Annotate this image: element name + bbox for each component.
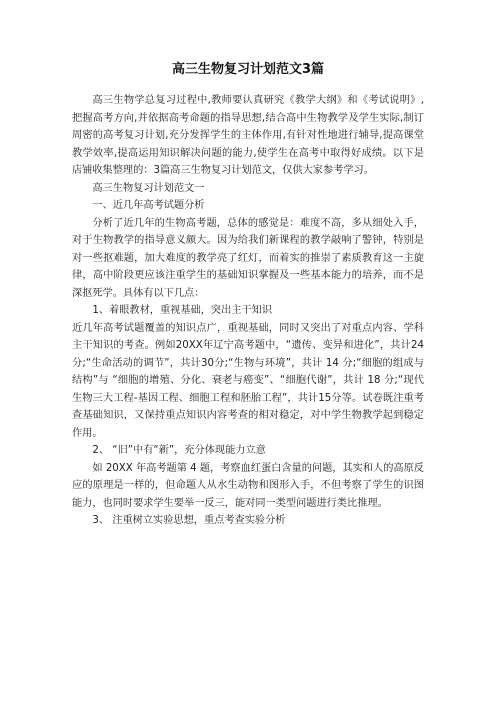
- paragraph-section-heading: 高三生物复习计划范文一: [92, 182, 205, 194]
- paragraph-heading-1: 一、近几年高考试题分析: [92, 200, 205, 211]
- paragraph-point-1: 1、着眼教材，重视基础，突出主干知识: [92, 305, 273, 316]
- paragraph-point-2-body: 如 20XX 年高考题第 4 题，考察血红蛋白含量的问题，其实和人的高原反应的原理是一样的，但命题人从水生动物和图形入手，不但考察了学生的识图能力，也同时要求学生要举一反三，能对同一类型问题进行类比推理。: [72, 462, 424, 509]
- document-body: [72, 92, 424, 530]
- document-page: [72, 60, 424, 530]
- paragraph-point-3: 3、 注重树立实验思想，重点考查实验分析: [92, 515, 286, 526]
- document-title: 高三生物复习计划范文3篇: [171, 62, 325, 77]
- paragraph-intro: 高三生物学总复习过程中,教师要认真研究《教学大纲》和《考试说明》,把握高考方向,并依据高考命题的指导思想,结合高中生物教学及学生实际,制订周密的高考复习计划,充分发挥学生的主体作用,有针对性地进行辅导,提高课堂教学效率,提高运用知识解决问题的能力,使学生在高考中取得好成绩。以下是店铺收集整理的：3篇高三生物复习计划范文，仅供大家参考学习。: [72, 95, 424, 176]
- paragraph-point-2: 2、 “旧”中有“新”，充分体现能力立意: [92, 445, 266, 456]
- paragraph-point-1-body: 近几年高考试题覆盖的知识点广，重视基础，同时又突出了对重点内容、学科主干知识的考查。例如20XX年辽宁高考题中，“遗传、变异和进化”，共计24分;“生命活动的调节”，共计30分;“生物与环境”，共计 14 分;“细胞的组成与结构”与 “细胞的增殖、分化、衰老与癌变”、“细胞代谢”，共计 18 分;“现代生物三大工程-基因工程、细胞工程和胚胎工程”，共计15分等。试卷既注重考查基础知识，又保持重点知识内容考查的相对稳定，对中学生物教学起到稳定作用。: [72, 322, 424, 439]
- paragraph-analysis: 分析了近几年的生物高考题，总体的感觉是：难度不高，多从细处入手，对于生物教学的指导意义颇大。因为给我们新课程的教学敲响了警钟，特别是对一些抠难题，加大难度的教学亮了红灯，而着实的推崇了素质教育这一主旋律，高中阶段更应该注重学生的基础知识掌握及一些基本能力的培养，而不是深抠死学。具体有以下几点：: [72, 217, 424, 299]
